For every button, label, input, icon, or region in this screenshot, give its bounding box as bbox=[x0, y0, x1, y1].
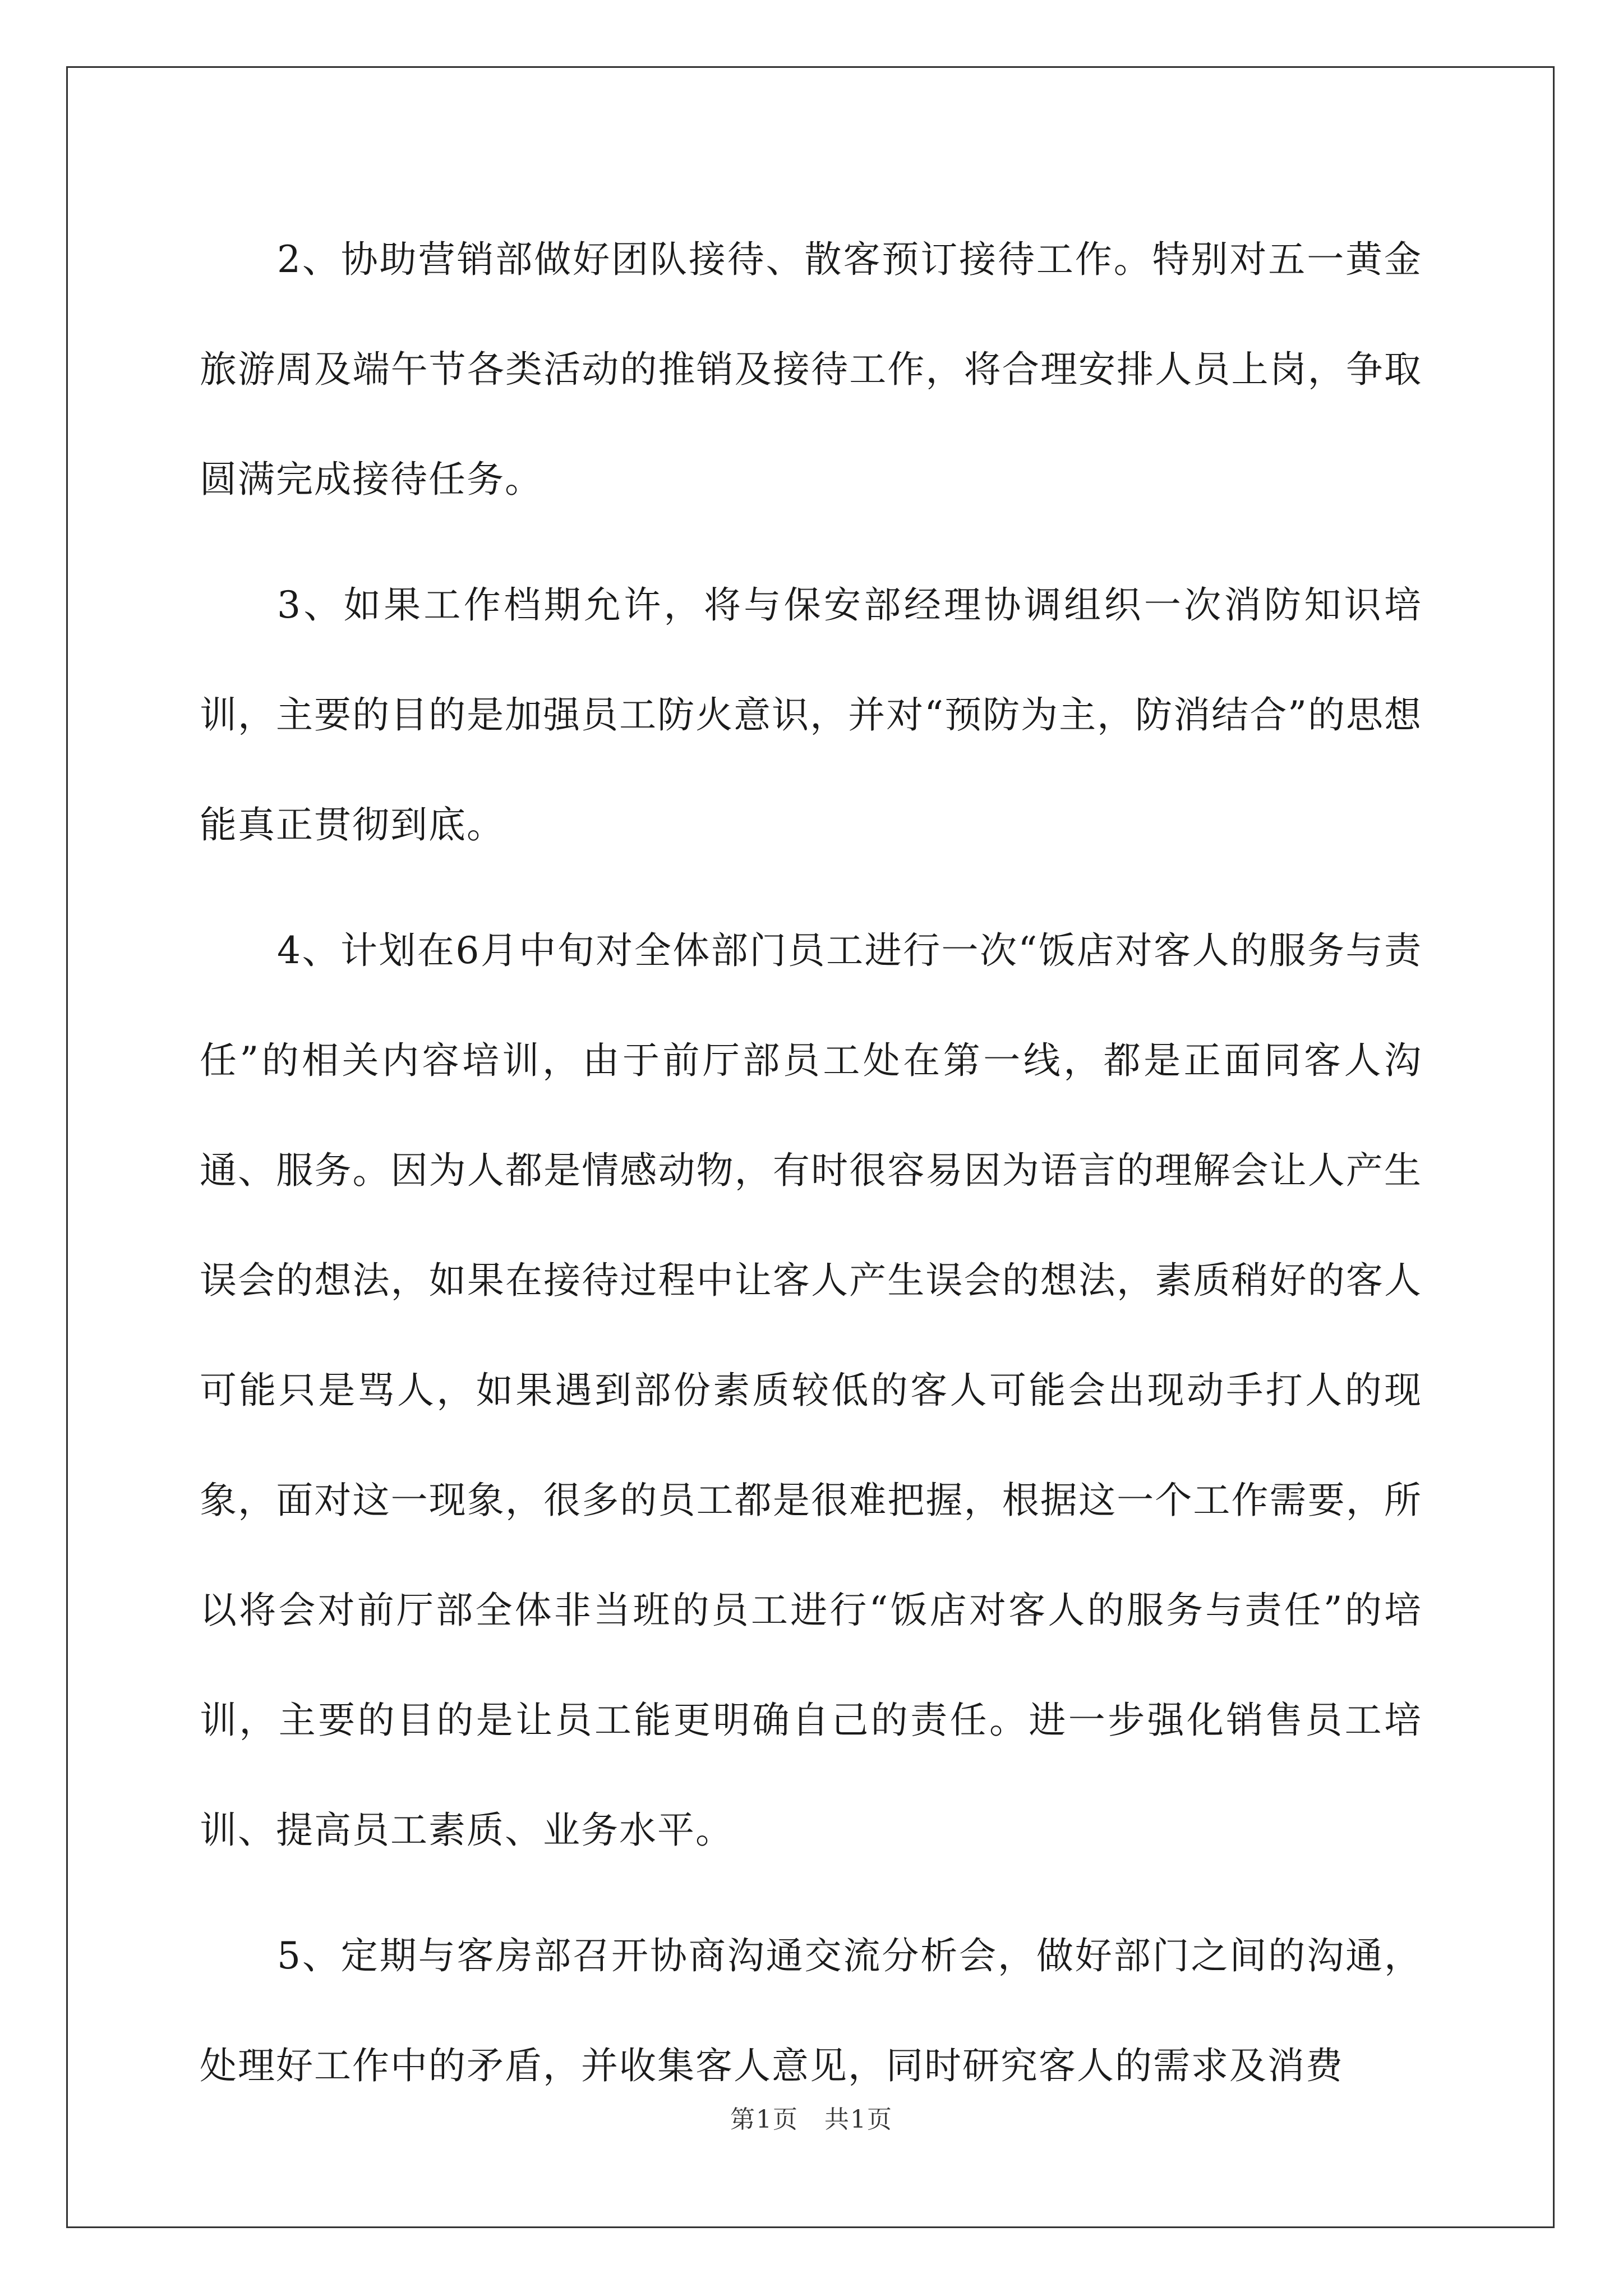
document-body bbox=[200, 205, 1422, 2137]
paragraph-4: 4、计划在6月中旬对全体部门员工进行一次“饭店对客人的服务与责任”的相关内容培训，由于前厅部员工处在第一线，都是正面同客人沟通、服务。因为人都是情感动物，有时很容易因为语言的理解会让人产生误会的想法，如果在接待过程中让客人产生误会的想法，素质稍好的客人可能只是骂人，如果遇到部份素质较低的客人可能会出现动手打人的现象，面对这一现象，很多的员工都是很难把握，根据这一个工作需要，所以将会对前厅部全体非当班的员工进行“饭店对客人的服务与责任”的培训，主要的目的是让员工能更明确自己的责任。进一步强化销售员工培训、提高员工素质、业务水平。 bbox=[200, 929, 1422, 1852]
paragraph-2: 2、协助营销部做好团队接待、散客预订接待工作。特别对五一黄金旅游周及端午节各类活动的推销及接待工作，将合理安排人员上岗，争取圆满完成接待任务。 bbox=[200, 238, 1422, 501]
page-footer: 第1页 共1页 bbox=[730, 2105, 893, 2134]
paragraph-5: 5、定期与客房部召开协商沟通交流分析会，做好部门之间的沟通，处理好工作中的矛盾，并收集客人意见，同时研究客人的需求及消费 bbox=[200, 1934, 1422, 2087]
paragraph-3: 3、如果工作档期允许，将与保安部经理协调组织一次消防知识培训，主要的目的是加强员工防火意识，并对“预防为主，防消结合”的思想能真正贯彻到底。 bbox=[200, 583, 1422, 846]
